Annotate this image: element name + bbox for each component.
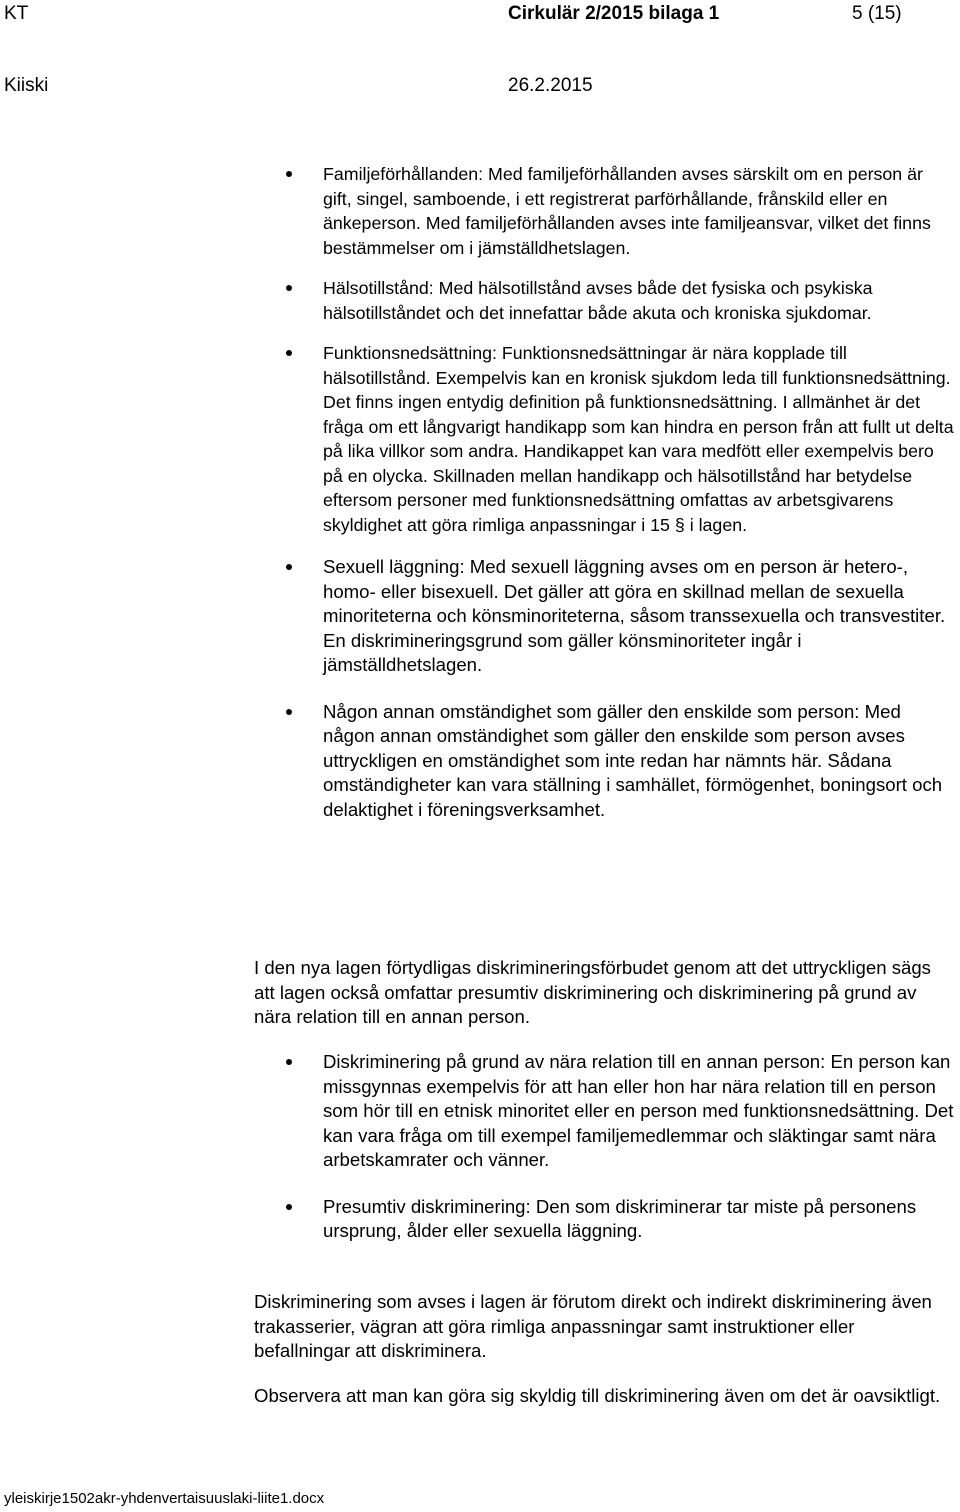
header-org: KT bbox=[4, 3, 29, 24]
bullet-list-grounds bbox=[0, 162, 960, 822]
bullet-dot-icon bbox=[286, 564, 292, 570]
list-item bbox=[0, 1050, 960, 1173]
bullet-dot-icon bbox=[286, 1059, 292, 1065]
header-author: Kiiski bbox=[4, 75, 49, 96]
list-item-text: Diskriminering på grund av nära relation till en annan person: En person kan missgynnas exempelvis för att han eller hon har nära relation till en person som hör till en etnisk minoritet eller en person med funktionsnedsättning. Det kan vara fråga om till exempel familjemedlemmar och släktingar samt nära arbetskamrater och vänner. bbox=[323, 1051, 954, 1170]
bullet-dot-icon bbox=[286, 709, 292, 715]
bullet-dot-icon bbox=[286, 171, 292, 177]
list-item-text: Presumtiv diskriminering: Den som diskriminerar tar miste på personens ursprung, ålder eller sexuella läggning. bbox=[323, 1195, 917, 1241]
list-item bbox=[0, 162, 960, 260]
paragraph-discrimination-scope: Diskriminering som avses i lagen är förutom direkt och indirekt diskriminering även trakasserier, vägran att göra rimliga anpassningar samt instruktioner eller befallningar att diskriminera. bbox=[254, 1291, 932, 1361]
list-item bbox=[0, 700, 960, 823]
list-item-text: Familjeförhållanden: Med familjeförhållanden avses särskilt om en person är gift, singel, samboende, i ett registrerat parförhållande, frånskild eller en änkeperson. Med familjeförhållanden avses inte familjeansvar, vilket det finns bestämmelser om i jämställdhetslagen. bbox=[323, 164, 931, 258]
bullet-list-discrimination-types bbox=[0, 1050, 960, 1244]
bullet-dot-icon bbox=[286, 285, 292, 291]
header-date: 26.2.2015 bbox=[508, 75, 593, 96]
list-item-text: Funktionsnedsättning: Funktionsnedsättningar är nära kopplade till hälsotillstånd. Exempelvis kan en kronisk sjukdom leda till funktionsnedsättning. Det finns ingen entydig definition på funktionsnedsättning. I allmänhet är det fråga om ett långvarigt handikapp som kan hindra en person från att fullt ut delta på lika villkor som andra. Handikappet kan vara medfött eller exempelvis bero på en olycka. Skillnaden mellan handikapp och hälsotillstånd har betydelse eftersom personer med funktionsnedsättning omfattas av arbetsgivarens skyldighet att göra rimliga anpassningar i 15 § i lagen. bbox=[323, 343, 954, 535]
footer-filename: yleiskirje1502akr-yhdenvertaisuuslaki-liite1.docx bbox=[4, 1490, 325, 1507]
list-item bbox=[0, 341, 960, 537]
paragraph-unintentional: Observera att man kan göra sig skyldig till diskriminering även om det är oavsiktligt. bbox=[254, 1385, 941, 1406]
list-item-text: Någon annan omständighet som gäller den enskilde som person: Med någon annan omständighet som gäller den enskilde som person avses uttryckligen en omständighet som inte redan har nämnts här. Sådana omständigheter kan vara ställning i samhället, förmögenhet, boningsort och delaktighet i föreningsverksamhet. bbox=[323, 700, 943, 820]
bullet-dot-icon bbox=[286, 1204, 292, 1210]
bullet-dot-icon bbox=[286, 350, 292, 356]
list-item-text: Hälsotillstånd: Med hälsotillstånd avses både det fysiska och psykiska hälsotillståndet och det innefattar både akuta och kroniska sjukdomar. bbox=[323, 278, 873, 323]
document-title: Cirkulär 2/2015 bilaga 1 bbox=[508, 3, 720, 24]
paragraph-new-law: I den nya lagen förtydligas diskrimineringsförbudet genom att det uttryckligen sägs att lagen också omfattar presumtiv diskriminering och diskriminering på grund av nära relation till en annan person. bbox=[254, 957, 931, 1027]
list-item-text: Sexuell läggning: Med sexuell läggning avses om en person är hetero-, homo- eller bisexuell. Det gäller att göra en skillnad mellan de sexuella minoriteterna och könsminoriteterna, såsom transsexuella och transvestiter. En diskrimineringsgrund som gäller könsminoriteter ingår i jämställdhetslagen. bbox=[323, 556, 946, 675]
list-item bbox=[0, 1195, 960, 1244]
list-item bbox=[0, 555, 960, 678]
list-item bbox=[0, 276, 960, 325]
page-number: 5 (15) bbox=[852, 3, 902, 24]
